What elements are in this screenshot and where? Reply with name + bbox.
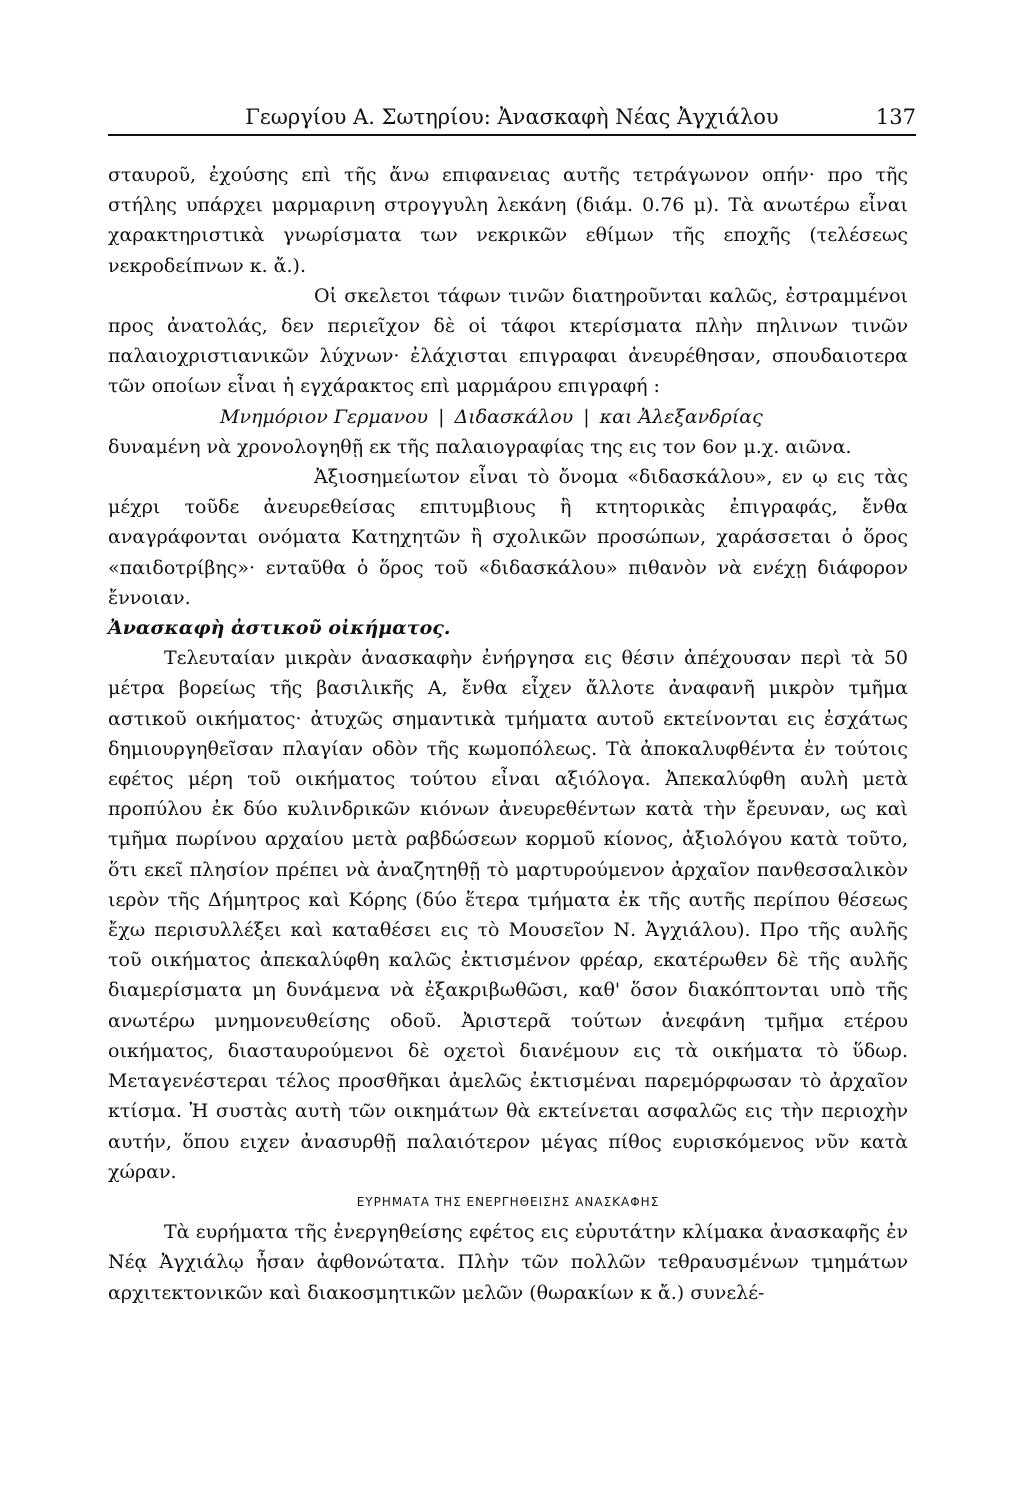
paragraph-finds: Τὰ ευρήματα τῆς ἐνεργηθείσης εφέτος εις εὐρυτάτην κλίμακα ἀνασκαφῆς ἐν Νέᾳ Ἀγχιάλῳ ἦσαν ἀφθονώτατα. Πλὴν τῶν πολλῶν τεθραυσμένων τμημάτων αρχιτεκτονικῶν καὶ διακοσμητικῶν μελῶν (θωρακίων κ ἄ.) συνελέ-: [108, 1221, 908, 1304]
paragraph-excavation: Τελευταίαν μικρὰν ἀνασκαφὴν ἐνήργησα εις θέσιν ἀπέχουσαν περὶ τὰ 50 μέτρα βορείως τῆς βασιλικῆς Α, ἔνθα εἶχεν ἄλλοτε ἀναφανῆ μικρὸν τμῆμα αστικοῦ οικήματος· ἀτυχῶς σημαντικὰ τμήματα αυτοῦ εκτείνονται εις ἐσχάτως δημιουργηθεῖσαν πλαγίαν οδὸν τῆς κωμοπόλεως. Τὰ ἀποκαλυφθέντα ἐν τούτοις εφέτος μέρη τοῦ οικήματος τούτου εἶναι αξιόλογα. Ἀπεκαλύφθη αυλὴ μετὰ προπύλου ἐκ δύο κυλινδρικῶν κιόνων ἀνευρεθέντων κατὰ τὴν ἔρευναν, ως καὶ τμῆμα πωρίνου αρχαίου μετὰ ραβδώσεων κορμοῦ κίονος, ἀξιολόγου κατὰ τοῦτο, ὅτι εκεῖ πλησίον πρέπει νὰ ἀναζητηθῇ τὸ μαρτυρούμενον ἀρχαῖον πανθεσσαλικὸν ιερὸν τῆς Δήμητρος καὶ Κόρης (δύο ἕτερα τμήματα ἐκ τῆς αυτῆς περίπου θέσεως ἔχω περισυλλέξει καὶ καταθέσει εις τὸ Μουσεῖον Ν. Ἀγχιάλου). Προ τῆς αυλῆς τοῦ οικήματος ἀπεκαλύφθη καλῶς ἐκτισμένον φρέαρ, εκατέρωθεν δὲ τῆς αυλῆς διαμερίσματα μη δυνάμενα νὰ ἐξακριβωθῶσι, καθ' ὅσον διακόπτονται υπὸ τῆς ανωτέρω μνημονευθείσης οδοῦ. Ἀριστερᾶ τούτων ἀνεφάνη τμῆμα ετέρου οικήματος, διασταυρούμενοι δὲ οχετοὶ διανέμουν εις τὰ οικήματα τὸ ὕδωρ. Μεταγενέστεραι τέλος προσθῆκαι ἀμελῶς ἐκτισμέναι παρεμόρφωσαν τὸ ἀρχαῖον κτίσμα. Ἡ συστὰς αυτὴ τῶν οικημάτων θὰ εκτείνεται ασφαλῶς εις τὴν περιοχὴν αυτήν, ὅπου ειχεν ἀνασυρθῇ παλαιότερον μέγας πίθος ευρισκόμενος νῦν κατὰ χώραν.: [108, 647, 908, 1183]
paragraph-continued: σταυροῦ, ἐχούσης επὶ τῆς ἄνω επιφανειας αυτῆς τετράγωνον οπήν· προ τῆς στήλης υπάρχει μαρμαρινη στρογγυλη λεκάνη (διάμ. 0.76 μ). Τὰ ανωτέρω εἶναι χαρακτηριστικὰ γνωρίσματα των νεκρικῶν εθίμων τῆς εποχῆς (τελέσεως νεκροδείπνων κ. ἄ.).: [108, 164, 908, 277]
page-number: 137: [875, 105, 916, 129]
section-title: ΕΥΡΗΜΑΤΑ ΤΗΣ ΕΝΕΡΓΗΘΕΙΣΗΣ ΑΝΑΣΚΑΦΗΣ: [356, 1194, 660, 1209]
paragraph-didaskalos: Ἀξιοσημείωτον εἶναι τὸ ὄνομα «διδασκάλου», εν ῳ εις τὰς μέχρι τοῦδε ἀνευρεθείσας επιτυμβιους ἢ κτητορικὰς ἐπιγραφάς, ἔνθα αναγράφονται ονόματα Κατηχητῶν ἢ σχολικῶν προσώπων, χαράσσεται ὁ ὅρος «παιδοτρίβης»· ενταῦθα ὁ ὅρος τοῦ «διδασκάλου» πιθανὸν νὰ ενέχῃ διάφορον ἔννοιαν.: [108, 466, 908, 609]
body-text: [108, 160, 908, 1308]
paragraph-skeletons: Οἱ σκελετοι τάφων τινῶν διατηροῦνται καλῶς, ἐστραμμένοι προς ἀνατολάς, δεν περιεῖχον δὲ οἱ τάφοι κτερίσματα πλὴν πηλινων τινῶν παλαιοχριστιανικῶν λύχνων· ἐλάχισται επιγραφαι ἀνευρέθησαν, σπουδαιοτερα τῶν οποίων εἶναι ἡ εγχάρακτος επὶ μαρμάρου επιγραφή :: [108, 284, 908, 398]
inscription-part-2: Διδασκάλου: [454, 405, 574, 428]
inscription-line: [108, 402, 908, 432]
inscription-part-1: Μνημόριον Γερμανου: [220, 405, 429, 428]
inscription-separator-2: |: [583, 405, 590, 428]
running-head: [108, 100, 916, 136]
inscription-separator-1: |: [438, 405, 445, 428]
running-title: Γεωργίου Α. Σωτηρίου: Ἀνασκαφὴ Νέας Ἀγχιάλου: [245, 105, 779, 129]
subheading-urban-house: Ἀνασκαφὴ ἀστικοῦ οἰκήματος.: [108, 617, 451, 640]
inscription-part-3: και Ἀλεξανδρίας: [599, 405, 763, 428]
paragraph-dating: δυναμένη νὰ χρονολογηθῇ εκ τῆς παλαιογραφίας της εις τον 6ον μ.χ. αιῶνα.: [108, 435, 852, 458]
